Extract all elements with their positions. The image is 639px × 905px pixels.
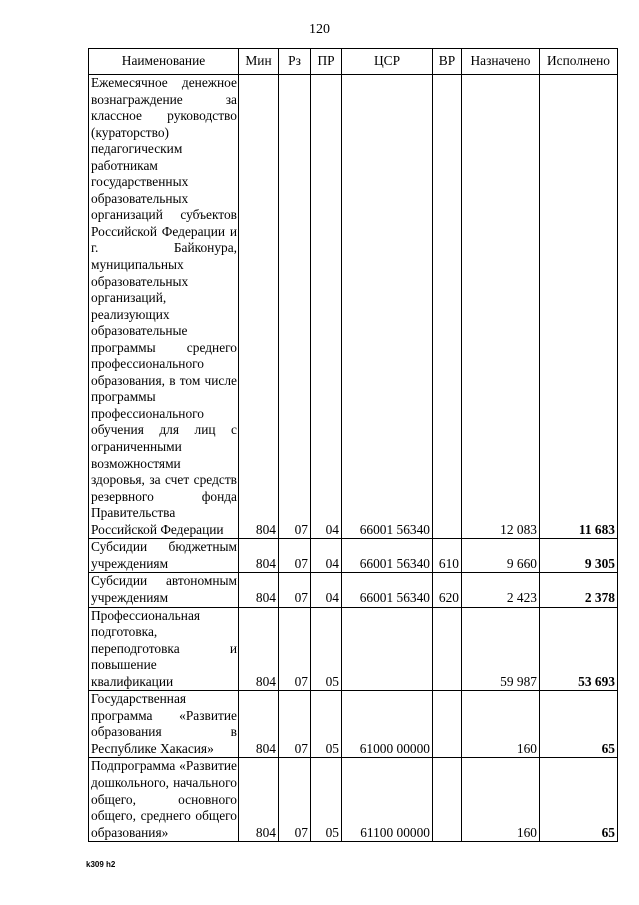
row-csr: 61000 00000 <box>342 691 433 758</box>
row-executed: 11 683 <box>540 75 618 539</box>
row-pr: 04 <box>311 75 342 539</box>
row-vr: 620 <box>433 573 462 607</box>
row-pr: 05 <box>311 607 342 691</box>
row-name: Профессиональная подготовка, переподготовка и повышение квалификации <box>89 607 239 691</box>
table-row <box>89 758 618 842</box>
row-csr <box>342 607 433 691</box>
row-name: Подпрограмма «Развитие дошкольного, начального общего, основного общего, среднего общего образования» <box>89 758 239 842</box>
row-rz: 07 <box>279 758 311 842</box>
table-row <box>89 573 618 607</box>
row-name: Субсидии автономным учреждениям <box>89 573 239 607</box>
row-min: 804 <box>239 75 279 539</box>
table-row <box>89 691 618 758</box>
table-row <box>89 75 618 539</box>
row-name: Ежемесячное денежное вознаграждение за классное руководство (кураторство) педагогическим работникам государственных образовательных организаций субъектов Российской Федерации и г. Байконура, муниципальных образовательных организаций, реализующих образовательные программы среднего профессионального образования, в том числе программы профессионального обучения для лиц с ограниченными возможностями здоровья, за счет средств резервного фонда Правительства Российской Федерации <box>89 75 239 539</box>
row-rz: 07 <box>279 691 311 758</box>
table-header-row <box>89 49 618 75</box>
header-rz: Рз <box>279 49 311 75</box>
header-min: Мин <box>239 49 279 75</box>
row-pr: 04 <box>311 539 342 573</box>
page-number: 120 <box>309 22 330 37</box>
row-executed: 65 <box>540 691 618 758</box>
row-min: 804 <box>239 607 279 691</box>
footer-code: k309 h2 <box>86 860 116 869</box>
row-assigned: 59 987 <box>462 607 540 691</box>
row-assigned: 160 <box>462 758 540 842</box>
row-executed: 9 305 <box>540 539 618 573</box>
row-vr <box>433 758 462 842</box>
row-executed: 53 693 <box>540 607 618 691</box>
row-csr: 66001 56340 <box>342 75 433 539</box>
row-vr <box>433 691 462 758</box>
row-csr: 66001 56340 <box>342 539 433 573</box>
header-assigned: Назначено <box>462 49 540 75</box>
header-pr: ПР <box>311 49 342 75</box>
budget-table <box>88 48 618 842</box>
row-pr: 04 <box>311 573 342 607</box>
row-executed: 65 <box>540 758 618 842</box>
row-csr: 61100 00000 <box>342 758 433 842</box>
header-vr: ВР <box>433 49 462 75</box>
row-assigned: 12 083 <box>462 75 540 539</box>
row-rz: 07 <box>279 607 311 691</box>
row-vr: 610 <box>433 539 462 573</box>
row-assigned: 160 <box>462 691 540 758</box>
row-vr <box>433 607 462 691</box>
row-pr: 05 <box>311 758 342 842</box>
row-assigned: 2 423 <box>462 573 540 607</box>
row-min: 804 <box>239 573 279 607</box>
header-csr: ЦСР <box>342 49 433 75</box>
row-name: Государственная программа «Развитие образования в Республике Хакасия» <box>89 691 239 758</box>
row-min: 804 <box>239 691 279 758</box>
row-csr: 66001 56340 <box>342 573 433 607</box>
row-rz: 07 <box>279 573 311 607</box>
row-name: Субсидии бюджетным учреждениям <box>89 539 239 573</box>
row-rz: 07 <box>279 75 311 539</box>
table-row <box>89 539 618 573</box>
row-vr <box>433 75 462 539</box>
row-pr: 05 <box>311 691 342 758</box>
row-min: 804 <box>239 539 279 573</box>
row-rz: 07 <box>279 539 311 573</box>
row-assigned: 9 660 <box>462 539 540 573</box>
row-executed: 2 378 <box>540 573 618 607</box>
header-name: Наименование <box>89 49 239 75</box>
table-row <box>89 607 618 691</box>
row-min: 804 <box>239 758 279 842</box>
header-executed: Исполнено <box>540 49 618 75</box>
